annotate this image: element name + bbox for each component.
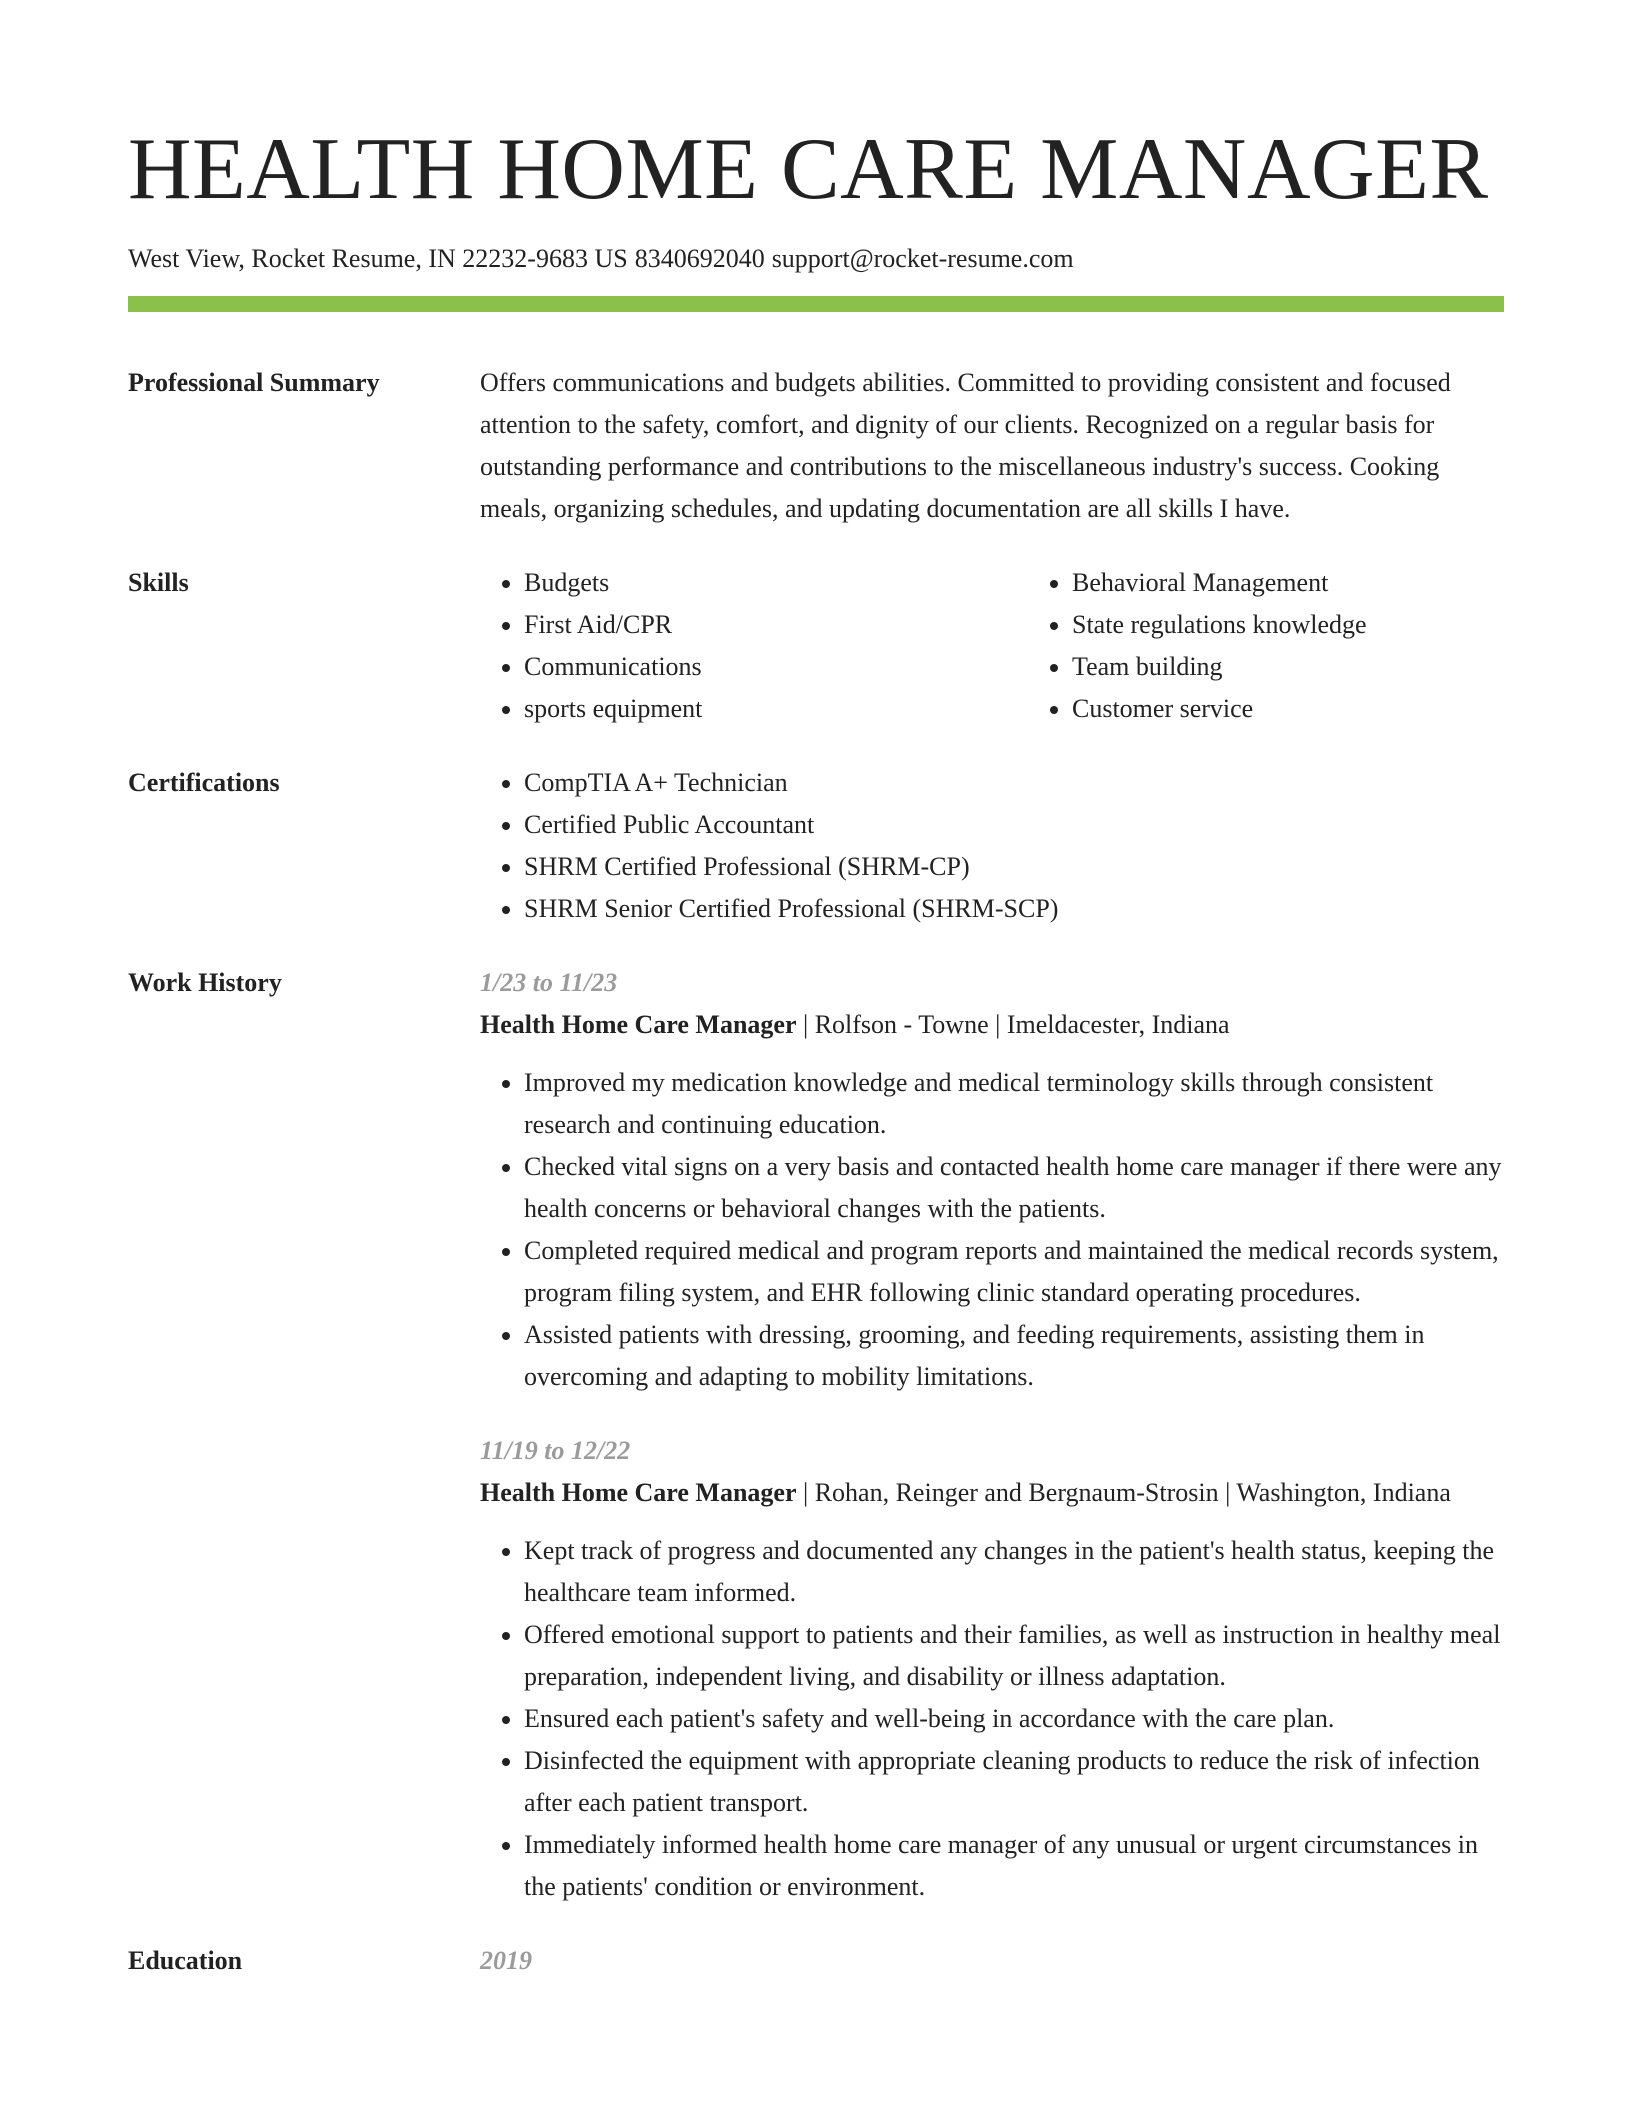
education-year: 2019 (480, 1946, 532, 1975)
skill-item: • State regulations knowledge (1072, 604, 1552, 646)
certifications-body (480, 762, 1504, 930)
resume-page (128, 0, 1504, 1982)
job-entry (480, 1430, 1504, 1908)
skills-columns (480, 562, 1552, 730)
education-section (128, 1940, 1504, 1982)
job-bullet: • Completed required medical and program reports and maintained the medical records system, program filing system, and EHR following clinic standard operating procedures. (524, 1230, 1504, 1314)
contact-phone: 8340692040 (634, 244, 765, 273)
education-body (480, 1940, 1504, 1982)
job-bullet: • Improved my medication knowledge and medical terminology skills through consistent research and continuing education. (524, 1062, 1504, 1146)
skills-heading: Skills (128, 568, 189, 597)
contact-address: West View, Rocket Resume, IN 22232-9683 US (128, 244, 628, 273)
skill-item: • Behavioral Management (1072, 562, 1552, 604)
contact-line (128, 242, 1504, 276)
skills-list-right (1028, 562, 1552, 730)
skills-section (128, 562, 1504, 730)
job-title: Health Home Care Manager (480, 1010, 797, 1039)
certification-item: • Certified Public Accountant (524, 804, 1504, 846)
work-history-section (128, 962, 1504, 1908)
skills-list-left (480, 562, 1028, 730)
job-bullet: • Ensured each patient's safety and well-being in accordance with the care plan. (524, 1698, 1504, 1740)
job-bullets (480, 1530, 1504, 1908)
certification-item: • SHRM Senior Certified Professional (SHRM-SCP) (524, 888, 1504, 930)
job-bullet: • Kept track of progress and documented any changes in the patient's health status, keeping the healthcare team informed. (524, 1530, 1504, 1614)
job-entry (480, 962, 1504, 1398)
job-title: Health Home Care Manager (480, 1478, 797, 1507)
job-heading (480, 1472, 1504, 1514)
skill-item: • First Aid/CPR (524, 604, 1028, 646)
education-heading: Education (128, 1946, 243, 1975)
certifications-list (480, 762, 1504, 930)
job-details: | Rolfson - Towne | Imeldacester, Indiana (796, 1010, 1230, 1039)
job-dates: 1/23 to 11/23 (480, 968, 618, 997)
summary-section (128, 362, 1504, 530)
skill-item: • Communications (524, 646, 1028, 688)
job-dates: 11/19 to 12/22 (480, 1436, 631, 1465)
job-bullet: • Disinfected the equipment with appropriate cleaning products to reduce the risk of infection after each patient transport. (524, 1740, 1504, 1824)
job-bullet: • Immediately informed health home care manager of any unusual or urgent circumstances in the patients' condition or environment. (524, 1824, 1504, 1908)
summary-text: Offers communications and budgets abilities. Committed to providing consistent and focused attention to the safety, comfort, and dignity of our clients. Recognized on a regular basis for outstanding performance and contributions to the miscellaneous industry's success. Cooking meals, organizing schedules, and updating documentation are all skills I have. (480, 368, 1451, 523)
certification-item: • SHRM Certified Professional (SHRM-CP) (524, 846, 1504, 888)
job-bullet: • Offered emotional support to patients and their families, as well as instruction in healthy meal preparation, independent living, and disability or illness adaptation. (524, 1614, 1504, 1698)
skill-item: • Budgets (524, 562, 1028, 604)
accent-divider (128, 296, 1504, 312)
work-history-body (480, 962, 1504, 1908)
skill-item: • Team building (1072, 646, 1552, 688)
certifications-section (128, 762, 1504, 930)
job-details: | Rohan, Reinger and Bergnaum-Strosin | Washington, Indiana (796, 1478, 1451, 1507)
contact-email: support@rocket-resume.com (771, 244, 1074, 273)
certification-item: • CompTIA A+ Technician (524, 762, 1504, 804)
skill-item: • sports equipment (524, 688, 1028, 730)
summary-heading: Professional Summary (128, 368, 380, 397)
resume-title: HEALTH HOME CARE MANAGER (128, 121, 1489, 218)
work-history-heading: Work History (128, 968, 282, 997)
job-heading (480, 1004, 1504, 1046)
job-bullet: • Checked vital signs on a very basis and contacted health home care manager if there were any health concerns or behavioral changes with the patients. (524, 1146, 1504, 1230)
job-bullets (480, 1062, 1504, 1398)
job-bullet: • Assisted patients with dressing, grooming, and feeding requirements, assisting them in overcoming and adapting to mobility limitations. (524, 1314, 1504, 1398)
certifications-heading: Certifications (128, 768, 280, 797)
skill-item: • Customer service (1072, 688, 1552, 730)
